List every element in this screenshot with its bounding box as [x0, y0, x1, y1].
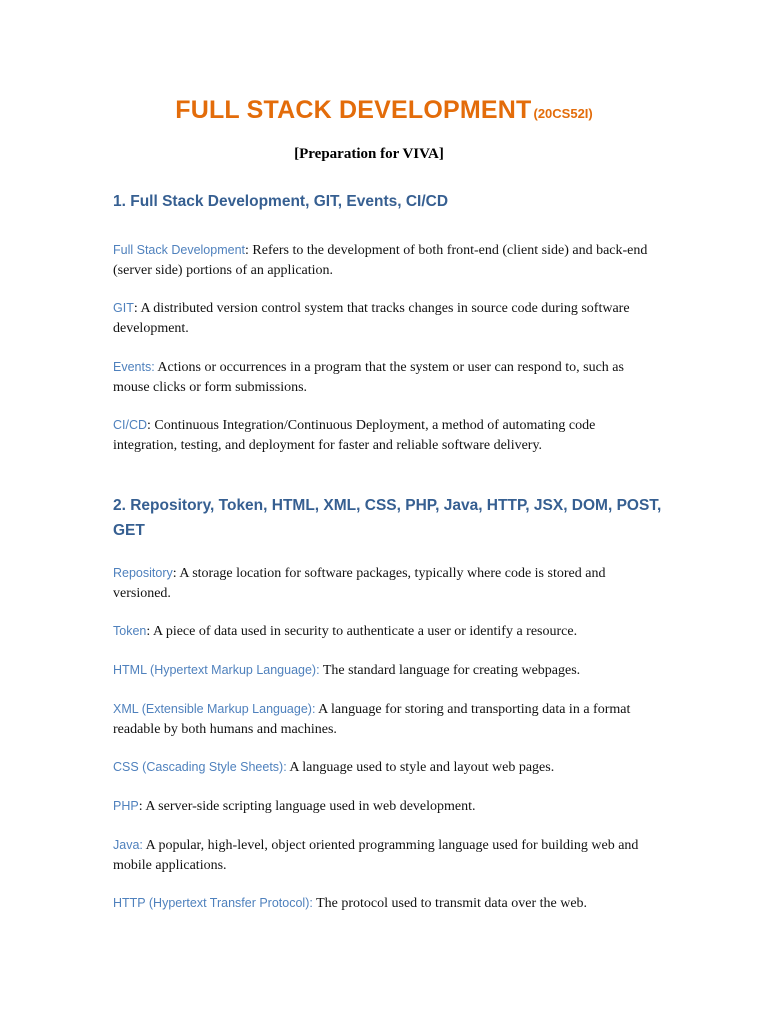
title-row — [0, 96, 768, 125]
definition-entry — [113, 563, 661, 604]
section-heading-1: 1. Full Stack Development, GIT, Events, CI/CD — [113, 193, 449, 210]
document-subtitle: [Preparation for VIVA] — [294, 146, 444, 162]
definition-term: HTTP (Hypertext Transfer Protocol): — [113, 896, 313, 910]
definition-entry — [113, 893, 661, 914]
definition-term: XML (Extensible Markup Language): — [113, 702, 316, 716]
definition-entry — [113, 240, 661, 281]
definition-entry — [113, 357, 661, 398]
definition-text: The standard language for creating webpages. — [319, 663, 581, 678]
definition-entry — [113, 415, 661, 456]
definition-text: : A distributed version control system that tracks changes in source code during software development. — [113, 301, 630, 336]
definition-entry — [113, 660, 661, 681]
definition-text: : Refers to the development of both front-end (client side) and back-end (server side) portions of an application. — [113, 243, 648, 278]
definition-term: PHP — [113, 799, 139, 813]
definition-text: The protocol used to transmit data over the web. — [312, 896, 588, 911]
definition-text: : Continuous Integration/Continuous Deployment, a method of automating code integration, testing, and deployment for faster and reliable software delivery. — [113, 418, 596, 453]
definition-term: Java: — [113, 838, 143, 852]
section-heading-2: 2. Repository, Token, HTML, XML, CSS, PHP, Java, HTTP, JSX, DOM, POST, GET — [113, 497, 662, 539]
definition-term: Repository — [113, 566, 173, 580]
definition-entry — [113, 835, 661, 876]
definition-term: GIT — [113, 301, 134, 315]
definition-entry — [113, 757, 661, 778]
definition-text: : A server-side scripting language used in web development. — [138, 799, 476, 814]
definition-text: A language for storing and transporting data in a format readable by both humans and machines. — [113, 702, 631, 737]
definition-term: Full Stack Development — [113, 243, 246, 257]
definition-text: : A storage location for software packages, typically where code is stored and versioned. — [113, 566, 606, 601]
definition-entry — [113, 621, 661, 642]
definition-text: A language used to style and layout web pages. — [286, 760, 555, 775]
course-code: (20CS52I) — [533, 106, 593, 121]
definition-term: Token — [113, 624, 147, 638]
definition-term: Events: — [113, 360, 155, 374]
definition-text: A popular, high-level, object oriented programming language used for building web and mobile applications. — [113, 838, 639, 873]
definition-text: : A piece of data used in security to authenticate a user or identify a resource. — [146, 624, 578, 639]
definition-term: CSS (Cascading Style Sheets): — [113, 760, 287, 774]
definition-entry — [113, 796, 661, 817]
definition-term: HTML (Hypertext Markup Language): — [113, 663, 320, 677]
definition-text: Actions or occurrences in a program that the system or user can respond to, such as mouse clicks or form submissions. — [113, 360, 624, 395]
definition-entry — [113, 699, 661, 740]
definition-term: CI/CD — [113, 418, 148, 432]
document-title: FULL STACK DEVELOPMENT — [175, 96, 532, 124]
definition-entry — [113, 298, 661, 339]
